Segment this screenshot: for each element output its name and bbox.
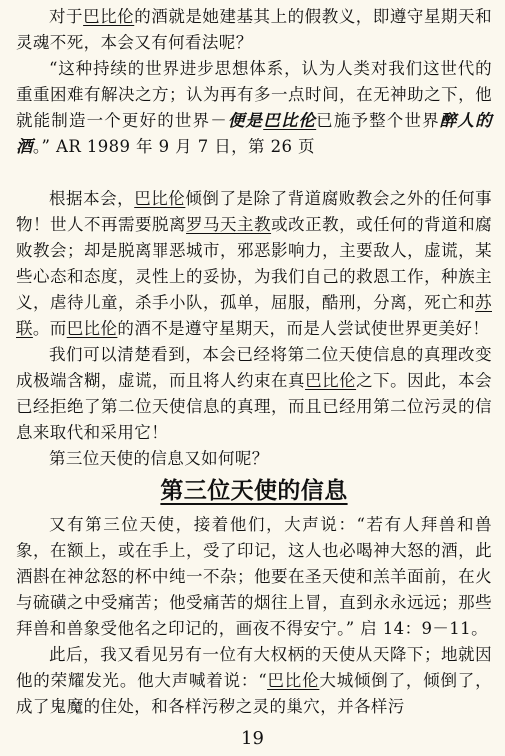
- underlined-term: 巴比伦: [134, 189, 186, 208]
- underlined-term: 苏联: [16, 293, 492, 338]
- paragraph-p4: [16, 342, 492, 446]
- section-heading: [16, 474, 492, 508]
- underlined-term: 巴比伦: [66, 319, 118, 338]
- underlined-term: 巴比伦: [83, 7, 135, 26]
- emphasis-text: 醉人的酒: [16, 111, 492, 156]
- text-run: 的酒就是她建基其上的假教义，即遵守星期天和灵魂不死，本会又有何看法呢？: [16, 7, 492, 52]
- text-run: 又有第三位天使，接着他们，大声说：“若有人拜兽和兽象，在额上，或在手上，受了印记，这人也必喝神大怒的酒，此酒斟在神忿怒的杯中纯一不杂；他要在圣天使和羔羊面前，在火与硫磺之中受痛苦；他受痛苦的烟往上冒，直到永永远远；那些拜兽和兽象受他名之印记的，画夜不得安宁。” 启 14：9－11。: [16, 515, 492, 638]
- text-run: 倾倒了是除了背道腐败教会之外的任何事物！世人不再需要脱离: [16, 189, 493, 234]
- text-run: 。而: [32, 319, 67, 338]
- text-run: 我们可以清楚看到，本会已经将第二位天使信息的真理改变成极端含糊，虚谎，而且将人约束在真: [16, 345, 492, 390]
- text-run: 。” AR 1989 年 9 月 7 日，第 26 页: [32, 137, 315, 156]
- text-run: 根据本会，: [49, 189, 135, 208]
- emphasis-text: 便是: [227, 111, 264, 130]
- text-run: 已施予整个世界: [316, 111, 440, 130]
- paragraph-p6: [16, 512, 492, 642]
- text-run: 对于: [49, 7, 84, 26]
- paragraph-spacer: [16, 160, 492, 186]
- paragraph-p2: [16, 56, 492, 160]
- paragraph-p1: [16, 4, 492, 56]
- text-run: 大城倾倒了，倾倒了，成了鬼魔的住处，和各样污秽之灵的巢穴，并各样污: [16, 671, 493, 716]
- page-number: 19: [241, 728, 264, 749]
- text-run: 或改正教，或任何的背道和腐败教会；却是脱离罪恶城市，邪恶影响力，主要敌人，虚谎，某些心态和态度，灵性上的妥协，为我们自己的救恩工作，种族主义，虐待儿童，杀手小队，孤单，屈服，酷刑，分离，死亡和: [16, 215, 493, 312]
- underlined-term: 巴比伦: [305, 371, 357, 390]
- underlined-term: 罗马天主教: [186, 215, 272, 234]
- section-heading-text: 第三位天使的信息: [160, 477, 348, 504]
- underlined-term: 巴比伦: [263, 111, 317, 130]
- paragraph-p3: [16, 186, 492, 342]
- text-run: 此后，我又看见另有一位有大权柄的天使从天降下；地就因他的荣耀发光。他大声喊着说：“: [16, 645, 492, 690]
- text-run: “这种持续的世界进步思想体系，认为人类对我们这世代的重重困难有解决之方；认为再有多一点时间，在无神助之下，他就能制造一个更好的世界－: [16, 59, 492, 130]
- paragraph-p7: [16, 642, 492, 720]
- body-text: [16, 4, 492, 720]
- paragraph-p5: [16, 446, 492, 472]
- text-run: 第三位天使的信息又如何呢？: [49, 449, 269, 468]
- underlined-term: 巴比伦: [267, 671, 320, 690]
- text-run: 之下。因此，本会已经拒绝了第二位天使信息的真理，而且已经用第二位污灵的信息来取代和采用它！: [16, 371, 492, 442]
- text-run: 的酒不是遵守星期天，而是人尝试使世界更美好！: [117, 319, 490, 338]
